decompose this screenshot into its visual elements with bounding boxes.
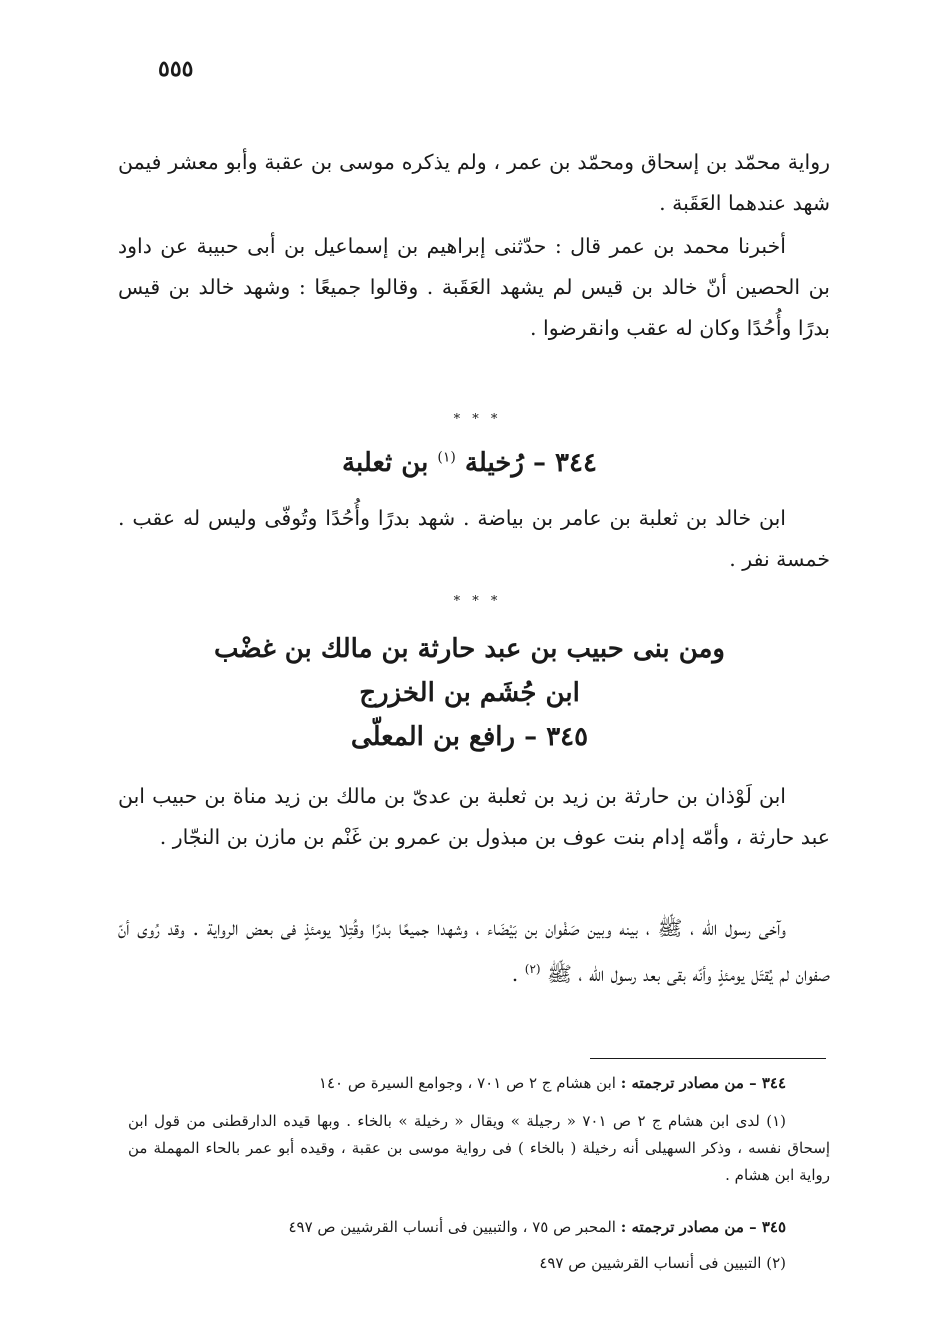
footnote-344-label: ٣٤٤ – من مصادر ترجمته : (620, 1074, 786, 1092)
entry-345-paragraph-1: ابن لَوْذان بن حارثة بن زيد بن ثعلبة بن عدىّ بن مالك بن زيد مناة بن حبيب ابن عبد حارثة ، وأمّه إدام بنت عوف بن مبذول بن عمرو بن غَنْم بن مازن بن النجّار . (118, 784, 830, 849)
footnote-345-sources (128, 1214, 830, 1241)
footnote-345-label: ٣٤٥ – من مصادر ترجمته : (620, 1218, 786, 1236)
entry-344-paragraph: ابن خالد بن ثعلبة بن عامر بن بياضة . شهد بدرًا وأُحُدًا وتُوفّى وليس له عقب . خمسة نفر . (118, 506, 830, 571)
entry-345-paragraph-2 (118, 908, 830, 995)
footnote-344-text: ابن هشام ج ٢ ص ٧٠١ ، وجوامع السيرة ص ١٤٠ (318, 1074, 616, 1092)
paragraph-akhbarana: أخبرنا محمد بن عمر قال : حدّثنى إبراهيم بن إسماعيل بن أبى حبيبة عن داود بن الحصين أنّ خالد بن قيس لم يشهد العَقَبة . وقالوا جميعًا : وشهد خالد بن قيس بدرًا وأُحُدًا وكان له عقب وانقرضوا . (118, 234, 830, 340)
footnote-345-text: المحبر ص ٧٥ ، والتبيين فى أنساب القرشيين ص ٤٩٧ (288, 1218, 616, 1236)
entry-345-heading: ٣٤٥ – رافع بن المعلّى (350, 722, 589, 752)
footnote-2: (٢) التبيين فى أنساب القرشيين ص ٤٩٧ (539, 1254, 786, 1272)
clan-heading-line2: ابن جُشَم بن الخزرج (359, 678, 580, 708)
footnote-344-sources (128, 1070, 830, 1097)
entry-344-heading (0, 448, 939, 478)
clan-heading-line1: ومن بنى حبيب بن عبد حارثة بن مالك بن غضْب (214, 634, 725, 664)
paragraph-intro: رواية محمّد بن إسحاق ومحمّد بن عمر ، ولم يذكره موسى بن عقبة وأبو معشر فيمن شهد عندهما العَقَبة . (118, 150, 830, 215)
footnote-ref-2: (٢) (524, 962, 541, 976)
section-separator: * * * (453, 412, 502, 427)
entry-344-title-end: بن ثعلبة (342, 448, 429, 478)
footnote-1: (١) لدى ابن هشام ج ٢ ص ٧٠١ « رجيلة » ويقال « رخيلة » بالخاء . وبها قيده الدارقطنى من قول ابن إسحاق نفسه ، وذكر السهيلى أنه رخيلة ( بالخاء ) فى رواية موسى بن عقبة ، وقيده أبو عمر بالحاء المهملة من رواية ابن هشام . (128, 1112, 830, 1184)
entry-345-paragraph-2-end: . (511, 961, 519, 986)
section-separator-2: * * * (453, 594, 502, 609)
entry-344-title: ٣٤٤ – رُخيلة (464, 448, 597, 478)
footnote-divider (590, 1058, 826, 1059)
footnote-ref-1: (١) (437, 449, 456, 466)
page-number: ٥٥٥ (158, 56, 194, 82)
entry-345-paragraph-2-text: وآخى رسول الله ، ﷺ ، بينه وبين صَفْوان بن بَيْضَاء ، وشهدا جميعًا بدرًا وقُتِلا يومئذٍ فى بعض الرواية . وقد رُوى أنّ صفوان لم يُقتَل يومئذٍ وأنّه بقى بعد رسول الله ، ﷺ (118, 916, 830, 986)
